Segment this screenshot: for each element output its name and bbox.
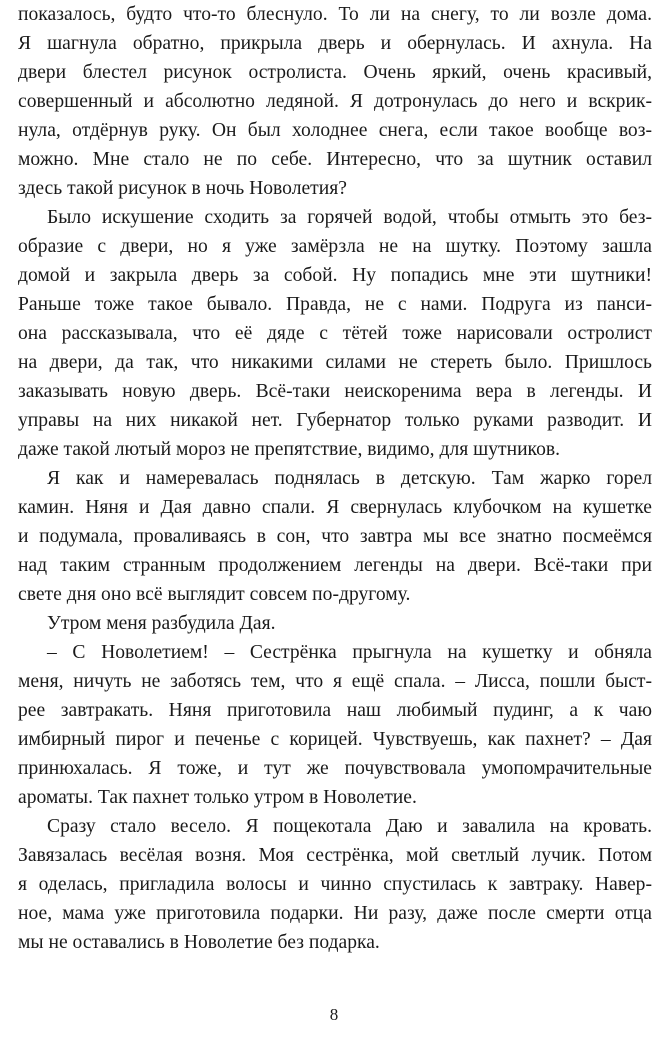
text-line: свете дня оно всё выглядит совсем по-другому. [18, 584, 411, 605]
text-line: мы не оставались в Новолетие без подарка. [18, 932, 380, 953]
text-line: здесь такой рисунок в ночь Новолетия? [18, 178, 347, 199]
text-line: над таким странным продолжением легенды на двери. Всё-таки при [18, 555, 652, 576]
text-line: Завязалась весёлая возня. Моя сестрёнка, мой светлый лучик. Потом [18, 845, 652, 866]
page-number: 8 [329, 1005, 339, 1024]
text-line: на двери, да так, что никакими силами не стереть было. Пришлось [18, 352, 652, 373]
text-line: двери блестел рисунок остролиста. Очень яркий, очень красивый, [18, 62, 652, 83]
text-line: показалось, будто что-то блеснуло. То ли на снегу, то ли возле дома. [18, 4, 652, 25]
text-line: и подумала, проваливаясь в сон, что завтра мы все знатно посмеёмся [18, 526, 652, 547]
paragraph-4 [18, 609, 652, 638]
text-line: – С Новолетием! – Сестрёнка прыгнула на кушетку и обняла [47, 642, 652, 663]
text-line: меня, ничуть не заботясь тем, что я ещё спала. – Лисса, пошли быст- [18, 671, 652, 692]
text-line: образие с двери, но я уже замёрзла не на шутку. Поэтому зашла [18, 236, 652, 257]
paragraph-1 [18, 0, 652, 203]
text-line: Сразу стало весело. Я пощекотала Даю и завалила на кровать. [47, 816, 652, 837]
text-line: она рассказывала, что её дяде с тётей тоже нарисовали остролист [18, 323, 652, 344]
text-line: камин. Няня и Дая давно спали. Я свернулась клубочком на кушетке [18, 497, 652, 518]
text-line: ароматы. Так пахнет только утром в Новолетие. [18, 787, 417, 808]
text-line: Раньше тоже такое бывало. Правда, не с нами. Подруга из панси- [18, 294, 652, 315]
text-line: совершенный и абсолютно ледяной. Я дотронулась до него и вскрик- [18, 91, 652, 112]
text-line: даже такой лютый мороз не препятствие, видимо, для шутников. [18, 439, 561, 460]
text-line: рее завтракать. Няня приготовила наш любимый пудинг, а к чаю [18, 700, 652, 721]
text-line: я оделась, пригладила волосы и чинно спустилась к завтраку. Навер- [18, 874, 652, 895]
text-line: Я шагнула обратно, прикрыла дверь и обернулась. И ахнула. На [18, 33, 652, 54]
paragraph-6 [18, 812, 652, 957]
text-line: заказывать новую дверь. Всё-таки неискоренима вера в легенды. И [18, 381, 652, 402]
page-text [18, 0, 652, 957]
text-line: ное, мама уже приготовила подарки. Ни разу, даже после смерти отца [18, 903, 652, 924]
text-line: Утром меня разбудила Дая. [47, 613, 276, 634]
text-line: Было искушение сходить за горячей водой, чтобы отмыть это без- [47, 207, 652, 228]
paragraph-3 [18, 464, 652, 609]
text-line: можно. Мне стало не по себе. Интересно, что за шутник оставил [18, 149, 652, 170]
text-line: нула, отдёрнув руку. Он был холоднее снега, если такое вообще воз- [18, 120, 652, 141]
text-line: домой и закрыла дверь за собой. Ну попадись мне эти шутники! [18, 265, 652, 286]
paragraph-5 [18, 638, 652, 812]
text-line: принюхалась. Я тоже, и тут же почувствовала умопомрачительные [18, 758, 652, 779]
text-line: управы на них никакой нет. Губернатор только руками разводит. И [18, 410, 652, 431]
paragraph-2 [18, 203, 652, 464]
text-line: имбирный пирог и печенье с корицей. Чувствуешь, как пахнет? – Дая [18, 729, 652, 750]
text-line: Я как и намеревалась поднялась в детскую. Там жарко горел [47, 468, 652, 489]
